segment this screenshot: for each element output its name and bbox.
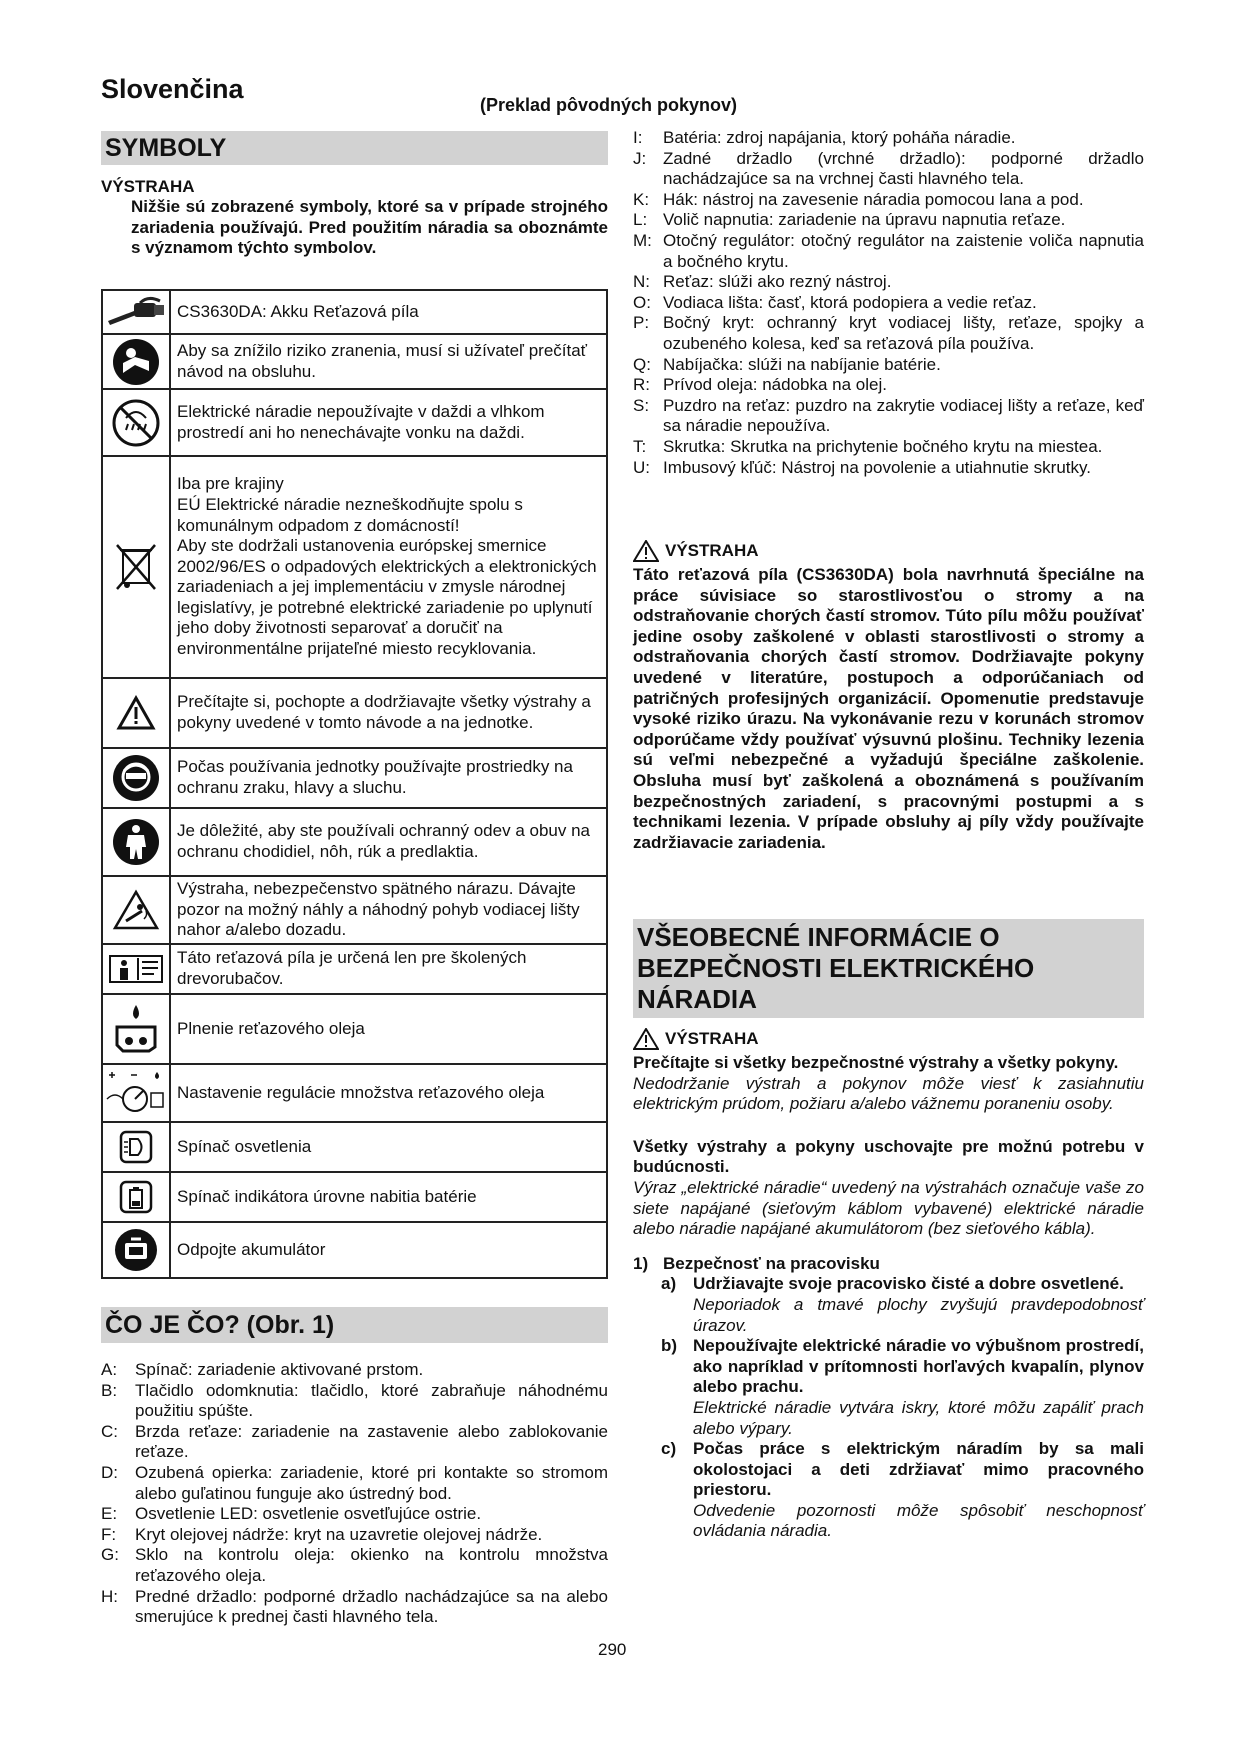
general-warning-label: VÝSTRAHA <box>665 1029 759 1048</box>
keep-instructions-bold: Všetky výstrahy a pokyny uschovajte pre možnú potrebu v budúcnosti. <box>633 1136 1144 1177</box>
section-title: Bezpečnosť na pracovisku <box>663 1253 880 1273</box>
list-item <box>101 1525 608 1546</box>
list-item <box>101 1545 608 1586</box>
list-key: A: <box>101 1360 118 1379</box>
list-key: E: <box>101 1504 118 1524</box>
symbol-row <box>102 290 607 334</box>
symbol-text: Elektrické náradie nepoužívajte v daždi a vlhkom prostredí ani ho nenechávajte vonku na daždi. <box>170 389 607 456</box>
disconnect-battery-icon <box>102 1222 170 1278</box>
symbol-text: Spínač indikátora úrovne nabitia batérie <box>170 1172 607 1222</box>
general-warning-italic: Nedodržanie výstrah a pokynov môže viesť k zasiahnutiu elektrickým prúdom, požiaru a/alebo vážnemu poraneniu osoby. <box>633 1073 1144 1114</box>
section-1-heading <box>633 1254 1144 1275</box>
symbols-section-title: SYMBOLY <box>101 131 608 165</box>
symbol-row <box>102 1172 607 1222</box>
list-text: Bočný kryt: ochranný kryt vodiacej lišty, reťaze, spojky a ozubeného kolesa, keď sa reťazová píla používa. <box>663 313 1144 353</box>
general-warning-bold: Prečítajte si všetky bezpečnostné výstrahy a všetky pokyny. <box>633 1053 1119 1072</box>
list-key: T: <box>633 436 647 456</box>
symbol-text: Táto reťazová píla je určená len pre školených drevorubačov. <box>170 944 607 994</box>
warning-triangle-icon <box>102 678 170 748</box>
protective-clothing-icon <box>102 808 170 876</box>
list-text: Tlačidlo odomknutia: tlačidlo, ktoré zabraňuje náhodnému použitiu spúšte. <box>135 1380 608 1421</box>
rule-c <box>633 1439 1144 1542</box>
list-text: Predné držadlo: podporné držadlo nachádzajúce sa na alebo smerujúce k prednej časti hlavného tela. <box>135 1586 608 1627</box>
symbol-row <box>102 389 607 456</box>
list-item <box>101 1504 608 1525</box>
symbol-text: Odpojte akumulátor <box>170 1222 607 1278</box>
symbol-row <box>102 678 607 748</box>
list-item <box>633 231 1144 272</box>
symbol-text: Spínač osvetlenia <box>170 1122 607 1172</box>
symbol-text: Je dôležité, aby ste používali ochranný odev a obuv na ochranu chodidiel, nôh, rúk a predlaktia. <box>170 808 607 876</box>
symbol-row <box>102 876 607 944</box>
list-text: Hák: nástroj na zavesenie náradia pomocou lana a pod. <box>663 189 1084 209</box>
symbol-text: Počas používania jednotky používajte prostriedky na ochranu zraku, hlavy a sluchu. <box>170 748 607 808</box>
symbol-text: CS3630DA: Akku Reťazová píla <box>170 290 607 334</box>
symbol-row <box>102 334 607 389</box>
symbols-warning-label: VÝSTRAHA <box>101 177 195 196</box>
list-text: Otočný regulátor: otočný regulátor na zaistenie voliča napnutia a bočného krytu. <box>663 230 1144 271</box>
keep-instructions-italic: Výraz „elektrické náradie“ uvedený na výstrahách označuje vaše zo siete napájané (sieťovým káblom vybavené) elektrické náradie alebo náradie napájané akumulátorom (bez sieťového kábla). <box>633 1177 1144 1239</box>
list-item <box>633 149 1144 190</box>
symbol-row <box>102 994 607 1064</box>
list-key: S: <box>633 395 650 415</box>
warning2-heading <box>633 540 759 562</box>
page-number: 290 <box>598 1640 627 1659</box>
list-key: D: <box>101 1462 118 1482</box>
list-text: Volič napnutia: zariadenie na úpravu napnutia reťaze. <box>663 210 1066 230</box>
list-key: H: <box>101 1586 118 1606</box>
symbol-text: Výstraha, nebezpečenstvo spätného nárazu. Dávajte pozor na možný náhly a náhodný pohyb vodiacej lišty nahor a/alebo dozadu. <box>170 876 607 944</box>
list-text: Nabíjačka: slúži na nabíjanie batérie. <box>663 354 941 374</box>
list-item <box>633 313 1144 354</box>
list-key: L: <box>633 210 648 230</box>
oil-flow-adjust-icon <box>102 1064 170 1122</box>
list-text: Zadné držadlo (vrchné držadlo): podporné držadlo nachádzajúce sa na vrchnej časti hlavného tela. <box>663 148 1144 189</box>
list-item <box>633 190 1144 211</box>
list-text: Osvetlenie LED: osvetlenie osvetľujúce ostrie. <box>135 1504 482 1524</box>
list-text: Reťaz: slúži ako rezný nástroj. <box>663 272 892 292</box>
list-text: Sklo na kontrolu oleja: okienko na kontrolu množstva reťazového oleja. <box>135 1545 608 1585</box>
list-key: O: <box>633 292 651 312</box>
list-key: F: <box>101 1524 117 1544</box>
rule-bold: Počas práce s elektrickým náradím by sa mali okolostojaci a deti zdržiavať mimo pracovného priestoru. <box>693 1439 1144 1500</box>
parts-list-left <box>101 1360 608 1628</box>
symbol-row <box>102 1064 607 1122</box>
list-item <box>101 1360 608 1381</box>
symbol-text: Prečítajte si, pochopte a dodržiavajte všetky výstrahy a pokyny uvedené v tomto návode a na jednotke. <box>170 678 607 748</box>
list-item <box>633 396 1144 437</box>
list-key: N: <box>633 272 650 292</box>
list-key: C: <box>101 1421 118 1441</box>
symbol-text: Plnenie reťazového oleja <box>170 994 607 1064</box>
subtitle: (Preklad pôvodných pokynov) <box>480 95 738 115</box>
rule-italic: Elektrické náradie vytvára iskry, ktoré môžu zapáliť prach alebo výpary. <box>693 1397 1144 1438</box>
list-item <box>101 1422 608 1463</box>
chainsaw-icon <box>102 290 170 334</box>
symbol-row <box>102 944 607 994</box>
list-text: Kryt olejovej nádrže: kryt na uzavretie olejovej nádrže. <box>135 1524 543 1544</box>
symbol-row <box>102 1222 607 1278</box>
rule-bold: Udržiavajte svoje pracovisko čisté a dobre osvetlené. <box>693 1274 1124 1294</box>
rule-key: c) <box>661 1439 677 1459</box>
list-item <box>633 355 1144 376</box>
list-item <box>633 375 1144 396</box>
general-warning-block <box>633 1053 1144 1542</box>
list-item <box>101 1587 608 1628</box>
warning-triangle-icon <box>633 1028 659 1050</box>
section-number: 1) <box>633 1253 649 1273</box>
list-text: Batéria: zdroj napájania, ktorý poháňa náradie. <box>663 128 1016 147</box>
eye-head-ear-protection-icon <box>102 748 170 808</box>
list-item <box>633 437 1144 458</box>
warning2-label: VÝSTRAHA <box>665 541 759 560</box>
list-key: B: <box>101 1380 118 1400</box>
symbol-row <box>102 748 607 808</box>
language-heading: Slovenčina <box>101 74 244 104</box>
general-section-title: VŠEOBECNÉ INFORMÁCIE O BEZPEČNOSTI ELEKTRICKÉHO NÁRADIA <box>633 919 1144 1018</box>
oil-fill-icon <box>102 994 170 1064</box>
list-item <box>101 1381 608 1422</box>
rule-b <box>633 1336 1144 1439</box>
symbols-warning-text: Nižšie sú zobrazené symboly, ktoré sa v prípade strojného zariadenia používajú. Pred použitím náradia sa oboznámte s významom týchto symbolov. <box>131 197 608 257</box>
symbol-row <box>102 456 607 678</box>
rule-key: b) <box>661 1336 678 1356</box>
list-key: R: <box>633 375 650 395</box>
rule-italic: Odvedenie pozornosti môže spôsobiť neschopnosť ovládania náradia. <box>693 1500 1144 1541</box>
list-item <box>633 272 1144 293</box>
list-key: P: <box>633 313 650 333</box>
rule-italic: Neporiadok a tmavé plochy zvyšujú pravdepodobnosť úrazov. <box>693 1294 1144 1335</box>
symbol-text: Nastavenie regulácie množstva reťazového oleja <box>170 1064 607 1122</box>
rule-key: a) <box>661 1274 677 1294</box>
list-text: Skrutka: Skrutka na prichytenie bočného krytu na miestea. <box>663 436 1103 456</box>
list-item <box>633 128 1144 149</box>
list-text: Prívod oleja: nádobka na olej. <box>663 375 887 395</box>
rule-bold: Nepoužívajte elektrické náradie vo výbušnom prostredí, ako napríklad v prítomnosti horľavých kvapalín, plynov alebo prachu. <box>693 1336 1144 1397</box>
symbol-text: Aby sa znížilo riziko zranenia, musí si užívateľ prečítať návod na obsluhu. <box>170 334 607 389</box>
symbol-row <box>102 808 607 876</box>
list-item <box>633 293 1144 314</box>
symbols-table <box>101 289 608 1279</box>
list-text: Vodiaca lišta: časť, ktorá podopiera a vedie reťaz. <box>663 292 1037 312</box>
list-text: Spínač: zariadenie aktivované prstom. <box>135 1360 424 1379</box>
kickback-warning-icon <box>102 876 170 944</box>
warning2-text: Táto reťazová píla (CS3630DA) bola navrhnutá špeciálne na práce súvisiace so starostlivosťou o stromy a na odstraňovanie chorých častí stromov. Túto pílu môžu používať jedine osoby zaškolené v oblasti starostlivosti o stromy a odstraňovania chorých častí stromov. Dodržiavajte pokyny uvedené v literatúre, postupoch a odporúčaniach od patričných profesijných organizácií. Opomenutie predstavuje vysoké riziko úrazu. Na vykonávanie rezu v korunách stromov odporúčame vždy používať výsuvnú plošinu. Techniky lezenia sú veľmi nebezpečné a vyžadujú špeciálne zaškolenie. Obsluha musí byť zaškolená a oboznámená s používaním bezpečnostných zariadení, s pracovnými postupmi a s technikami lezenia. V prípade obsluhy aj píly vždy používajte zadržiavacie zariadenia. <box>633 565 1144 852</box>
list-key: G: <box>101 1545 119 1565</box>
list-item <box>101 1463 608 1504</box>
list-text: Ozubená opierka: zariadenie, ktoré pri kontakte so stromom alebo guľatinou funguje ako ústredný bod. <box>135 1462 608 1503</box>
list-text: Brzda reťaze: zariadenie na zastavenie alebo zablokovanie reťaze. <box>135 1421 608 1462</box>
parts-list-right <box>633 128 1144 478</box>
read-manual-icon <box>102 334 170 389</box>
list-text: Imbusový kľúč: Nástroj na povolenie a utiahnutie skrutky. <box>663 457 1091 477</box>
crossed-bin-icon <box>102 456 170 678</box>
warning-triangle-icon <box>633 540 659 562</box>
list-text: Puzdro na reťaz: puzdro na zakrytie vodiacej lišty a reťaze, keď sa náradie nepoužíva. <box>663 395 1144 436</box>
light-switch-icon <box>102 1122 170 1172</box>
list-item <box>633 458 1144 479</box>
list-key: U: <box>633 457 650 477</box>
symbol-text: Iba pre krajiny EÚ Elektrické náradie nezneškodňujte spolu s komunálnym odpadom z domácností! Aby ste dodržali ustanovenia európskej smernice 2002/96/ES o odpadových elektrických a elektronických zariadeniach a jej implementáciu v zmysle národnej legislatívy, je potrebné elektrické zariadenie po uplynutí jeho doby životnosti separovať a doručiť na environmentálne prijateľné miesto recyklovania. <box>170 456 607 678</box>
rule-a <box>633 1274 1144 1336</box>
no-rain-icon <box>102 389 170 456</box>
list-key: I: <box>633 128 643 147</box>
list-key: M: <box>633 230 652 250</box>
list-key: J: <box>633 148 647 168</box>
trained-arborist-icon <box>102 944 170 994</box>
battery-indicator-icon <box>102 1172 170 1222</box>
general-warning-heading <box>633 1028 759 1050</box>
list-key: K: <box>633 189 650 209</box>
symbol-row <box>102 1122 607 1172</box>
what-is-section-title: ČO JE ČO? (Obr. 1) <box>101 1307 608 1343</box>
list-item <box>633 210 1144 231</box>
list-key: Q: <box>633 354 651 374</box>
